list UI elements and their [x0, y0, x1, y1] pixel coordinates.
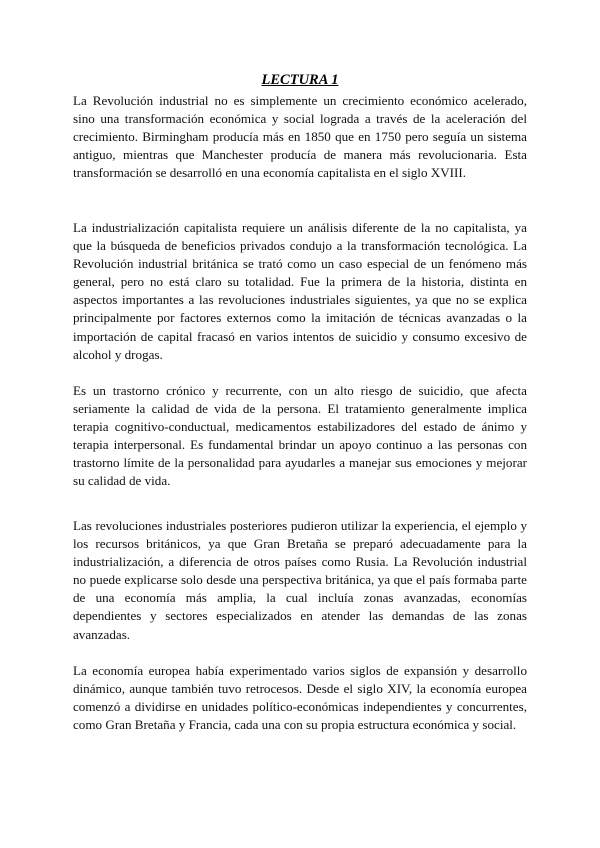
paragraph-3: Es un trastorno crónico y recurrente, con un alto riesgo de suicidio, que afecta seriamente la calidad de vida de la persona. El tratamiento generalmente implica terapia cognitivo-conductual, medicamentos estabilizadores del estado de ánimo y terapia interpersonal. Es fundamental brindar un apoyo continuo a las personas con trastorno límite de la personalidad para ayudarles a manejar sus emociones y mejorar su calidad de vida. [73, 383, 527, 489]
paragraph-1: La Revolución industrial no es simplemente un crecimiento económico acelerado, sino una transformación económica y social lograda a través de la aceleración del crecimiento. Birmingham producía más en 1850 que en 1750 pero seguía un sistema antiguo, mientras que Manchester producía de manera más revolucionaria. Esta transformación se desarrolló en una economía capitalista en el siglo XVIII. [73, 93, 527, 181]
paragraph-5: La economía europea había experimentado varios siglos de expansión y desarrollo dinámico, aunque también tuvo retrocesos. Desde el siglo XIV, la economía europea comenzó a dividirse en unidades político-económicas independientes y concurrentes, como Gran Bretaña y Francia, cada una con su propia estructura económica y social. [73, 663, 527, 733]
paragraph-4: Las revoluciones industriales posteriores pudieron utilizar la experiencia, el ejemplo y los recursos británicos, ya que Gran Bretaña se preparó adecuadamente para la industrialización, a diferencia de otros países como Rusia. La Revolución industrial no puede explicarse solo desde una perspectiva británica, ya que el país formaba parte de una economía más amplia, la cual incluía zonas avanzadas, economías dependientes y sectores especializados en atender las demandas de las zonas avanzadas. [73, 518, 527, 642]
paragraph-2: La industrialización capitalista requiere un análisis diferente de la no capitalista, ya que la búsqueda de beneficios privados condujo a la transformación tecnológica. La Revolución industrial británica se trató como un caso especial de un fenómeno más general, pero no está claro su totalidad. Fue la primera de la historia, distinta en aspectos importantes a las revoluciones industriales siguientes, ya que no se explica principalmente por factores externos como la imitación de técnicas avanzadas o la importación de capital fracasó en varios intentos de suicidio y consumo excesivo de alcohol y drogas. [73, 220, 527, 362]
document-title: LECTURA 1 [261, 72, 339, 88]
